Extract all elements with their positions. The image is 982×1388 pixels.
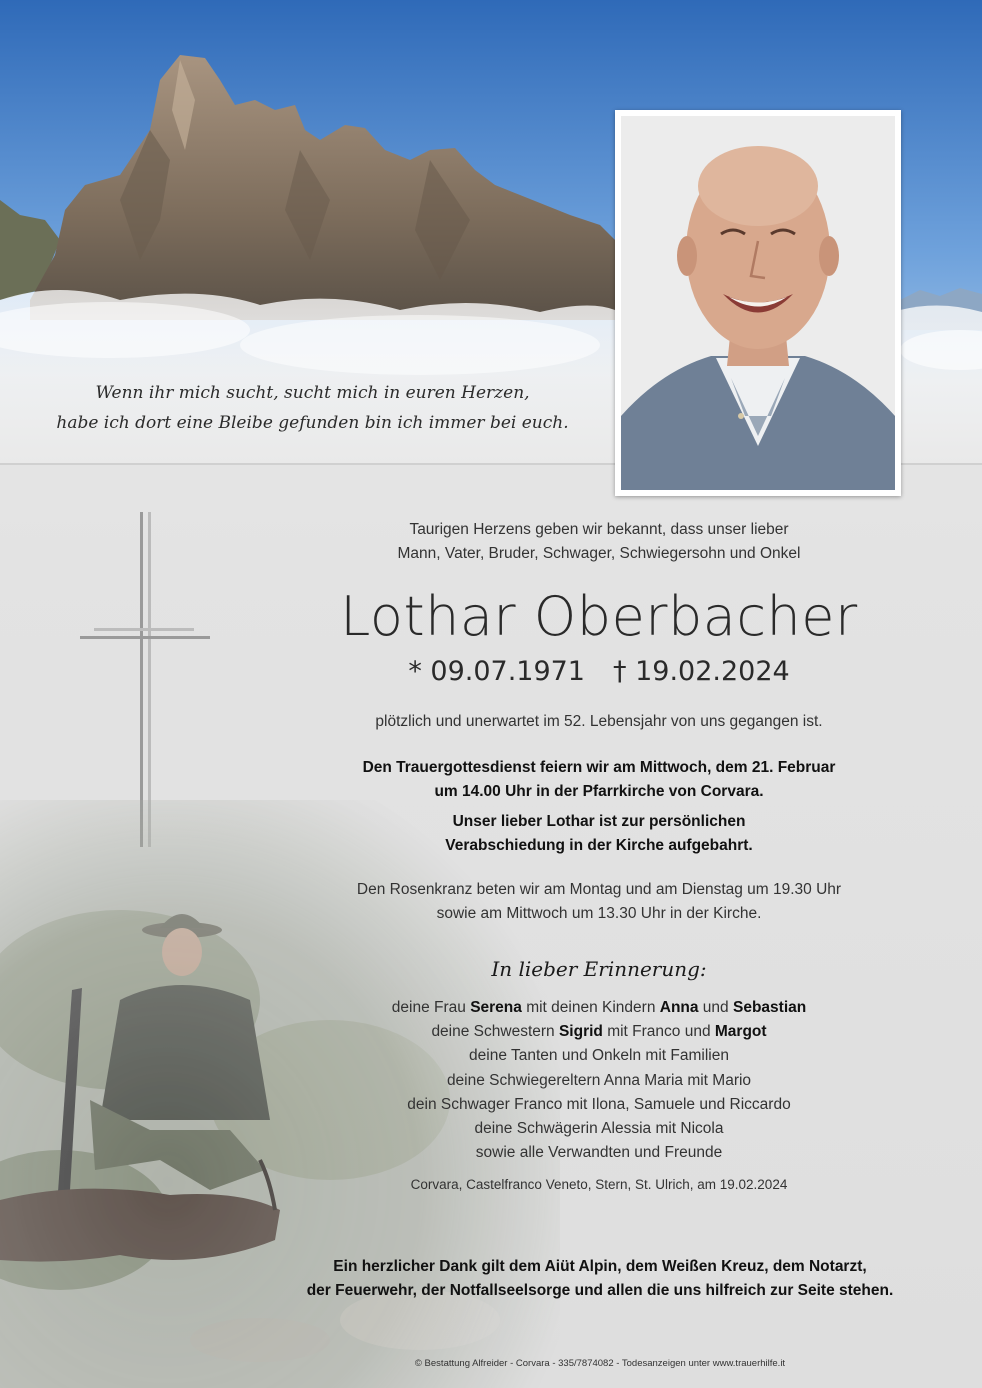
intro-text (300, 518, 898, 566)
family-name-bold: Sigrid (558, 1023, 603, 1041)
thanks-line-1: Ein herzlicher Dank gilt dem Aiüt Alpin, dem Weißen Kreuz, dem Notarzt, (333, 1258, 867, 1275)
intro-line-1: Taurigen Herzens geben wir bekannt, dass unser lieber (409, 521, 789, 538)
service-line-2: um 14.00 Uhr in der Pfarrkirche von Corvara. (434, 783, 764, 800)
funeral-service-info (300, 756, 898, 804)
family-line-6: deine Schwägerin Alessia mit Nicola (474, 1120, 724, 1138)
family-name-bold: Serena (470, 999, 522, 1016)
obituary-text (300, 518, 898, 1197)
viewing-info (300, 810, 898, 858)
rosary-info (300, 878, 898, 926)
family-text: mit deinen Kindern (521, 999, 660, 1016)
footer-credits: © Bestattung Alfreider - Corvara - 335/7874082 - Todesanzeigen unter www.trauerhilfe.it (414, 1358, 786, 1369)
family-line-2 (300, 1020, 898, 1044)
family-name-bold: Anna (659, 999, 699, 1016)
viewing-line-2: Verabschiedung in der Kirche aufgebahrt. (445, 837, 753, 854)
service-line-1: Den Trauergottesdienst feiern wir am Mittwoch, dem 21. Februar (362, 759, 836, 776)
family-list (300, 996, 898, 1165)
header-quote (40, 378, 585, 438)
family-name-bold: Margot (714, 1023, 767, 1041)
family-name-bold: Sebastian (732, 999, 807, 1016)
rosary-line-1: Den Rosenkranz beten wir am Montag und am Dienstag um 19.30 Uhr (356, 881, 842, 898)
portrait-photo-frame (615, 110, 901, 496)
family-text: deine Schwestern (431, 1023, 559, 1041)
family-text: deine Frau (391, 999, 471, 1016)
rosary-line-2: sowie am Mittwoch um 13.30 Uhr in der Kirche. (436, 905, 762, 922)
place-and-date: Corvara, Castelfranco Veneto, Stern, St. Ulrich, am 19.02.2024 (410, 1177, 788, 1193)
birth-date: * 09.07.1971 (408, 656, 585, 687)
thanks-text (230, 1255, 970, 1303)
family-line-3: deine Tanten und Onkeln mit Familien (469, 1047, 729, 1065)
quote-line-2: habe ich dort eine Bleibe gefunden bin ich immer bei euch. (56, 413, 569, 433)
cross-icon (80, 512, 210, 847)
life-dates (300, 654, 898, 690)
family-line-5: dein Schwager Franco mit Ilona, Samuele und Riccardo (407, 1095, 791, 1113)
family-line-1 (300, 996, 898, 1020)
family-text: und (698, 999, 733, 1016)
thanks-line-2: der Feuerwehr, der Notfallseelsorge und allen die uns hilfreich zur Seite stehen. (306, 1282, 894, 1299)
death-date: † 19.02.2024 (613, 656, 790, 687)
family-text: mit Franco und (602, 1023, 715, 1041)
family-line-7: sowie alle Verwandten und Freunde (475, 1144, 723, 1162)
portrait-photo (621, 116, 895, 490)
intro-line-2: Mann, Vater, Bruder, Schwager, Schwiegersohn und Onkel (397, 545, 801, 562)
deceased-name: Lothar Oberbacher (340, 585, 858, 648)
viewing-line-1: Unser lieber Lothar ist zur persönlichen (452, 813, 746, 830)
memory-heading: In lieber Erinnerung: (491, 957, 707, 981)
family-line-4: deine Schwiegereltern Anna Maria mit Mario (446, 1071, 752, 1089)
passed-text: plötzlich und unerwartet im 52. Lebensjahr von uns gegangen ist. (375, 713, 823, 730)
quote-line-1: Wenn ihr mich sucht, sucht mich in euren Herzen, (95, 383, 530, 403)
